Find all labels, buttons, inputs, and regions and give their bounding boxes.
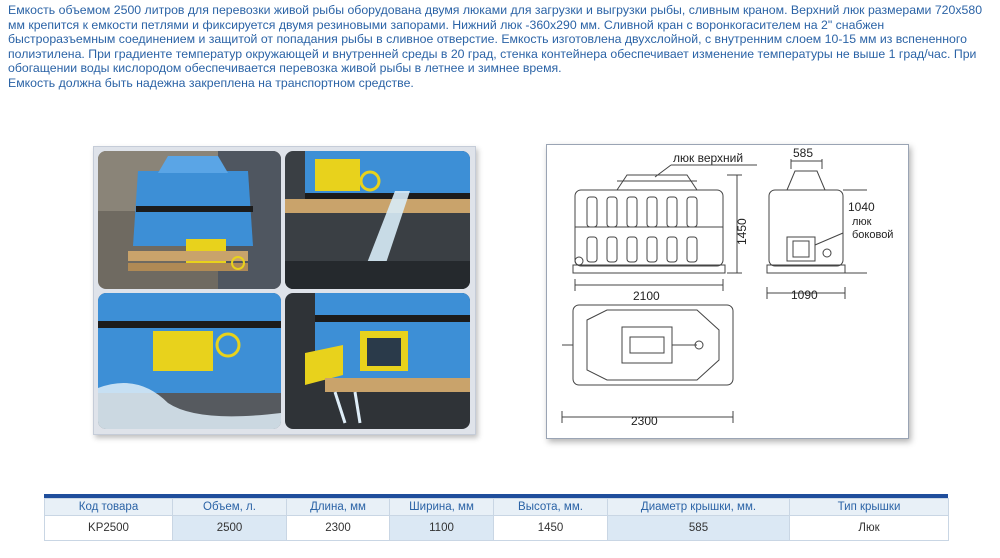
- description-paragraph-2: Емкость должна быть надежна закреплена на транспортном средстве.: [8, 75, 414, 90]
- spec-table: [44, 498, 949, 541]
- cell-width: 1100: [390, 516, 494, 541]
- technical-drawing: [546, 144, 909, 439]
- drawing-canvas: [547, 145, 908, 438]
- plan-view: [573, 305, 733, 385]
- dim-2300: 2300: [631, 414, 658, 428]
- label-side-hatch-2: боковой: [852, 229, 894, 241]
- header-lid-type: Тип крышки: [790, 499, 949, 516]
- header-lid-diameter: Диаметр крышки, мм.: [608, 499, 790, 516]
- cell-code: KP2500: [45, 516, 173, 541]
- label-side-hatch-1: люк: [852, 216, 872, 228]
- header-width: Ширина, мм: [390, 499, 494, 516]
- cell-lid-type: Люк: [790, 516, 949, 541]
- cell-volume: 2500: [173, 516, 287, 541]
- header-height: Высота, мм.: [494, 499, 608, 516]
- dim-1040: 1040: [848, 200, 875, 214]
- photo-upper-hatch: [98, 293, 281, 429]
- description-paragraph-1: Емкость объемом 2500 литров для перевозки живой рыбы оборудована двумя люками для загрузки и выгрузки рыбы, сливным краном. Верхний люк размерами 720х580 мм крепится к емкости петлями и фиксируется двумя резиновыми запорами. Нижний люк -360х290 мм. Сливной кран с воронкогасителем на 2" снабжен быстроразъемным соединением и защитой от попадания рыбы в сливное отверстие. Емкость изготовлена двухслойной, с внутренним слоем 10-15 мм из вспененного полиэтилена. При градиенте температур окружающей и внутренней среды в 20 град, стенка контейнера обеспечивает изменение температуры не выше 1 град/час. При обогащении воды кислородом обеспечивается перевозка живой рыбы в летнее и зимнее время.: [8, 3, 983, 76]
- photo-tank-front: [98, 151, 281, 289]
- table-row: [45, 516, 949, 541]
- label-top-hatch: люк верхний: [673, 151, 744, 165]
- cell-height: 1450: [494, 516, 608, 541]
- header-code: Код товара: [45, 499, 173, 516]
- table-header-row: [45, 499, 949, 516]
- photo-open-hatch: [285, 293, 470, 429]
- cell-length: 2300: [287, 516, 390, 541]
- cell-lid-diameter: 585: [608, 516, 790, 541]
- dim-1090: 1090: [791, 288, 818, 302]
- dim-1450: 1450: [735, 218, 749, 245]
- dim-585: 585: [793, 146, 814, 160]
- product-description: [8, 3, 993, 91]
- side-view: [769, 190, 843, 266]
- photo-collage: [93, 146, 476, 435]
- photo-tank-drain: [285, 151, 470, 289]
- header-length: Длина, мм: [287, 499, 390, 516]
- header-volume: Объем, л.: [173, 499, 287, 516]
- spec-table-container: [44, 494, 948, 542]
- dim-2100: 2100: [633, 289, 660, 303]
